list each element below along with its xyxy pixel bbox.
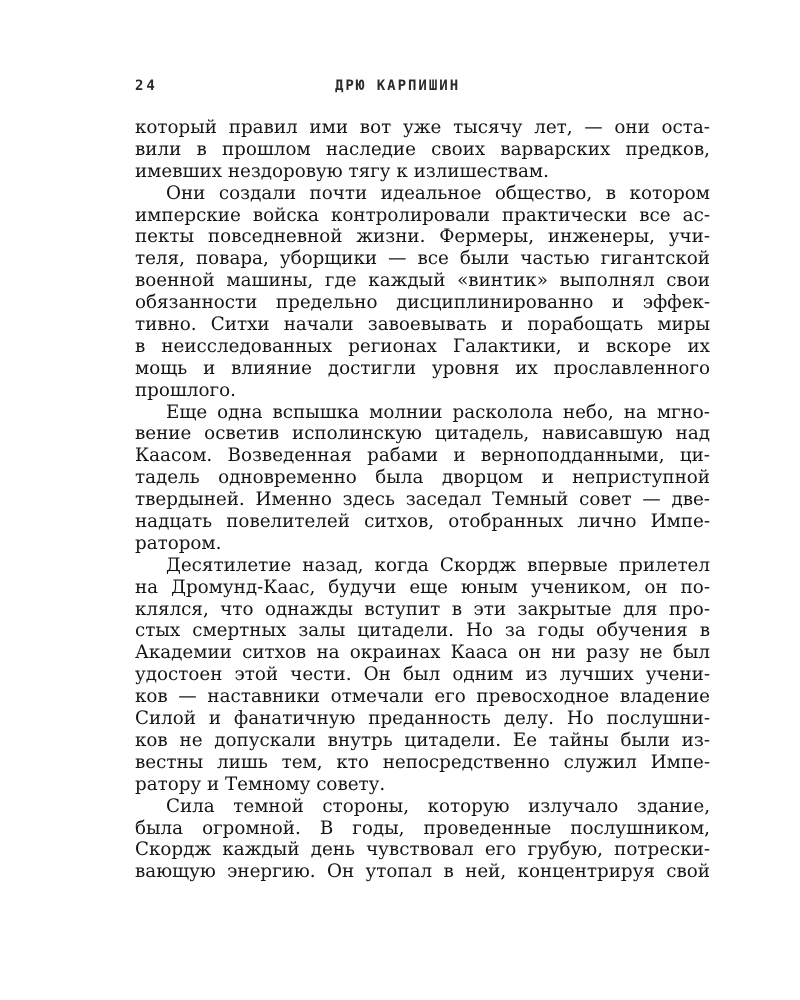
text-line: Еще одна вспышка молнии расколола небо, на мгно- [166, 401, 710, 423]
text-line: вение осветив исполинскую цитадель, нависавшую над [135, 423, 710, 445]
text-line: теля, повара, уборщики — все были частью гигантской [135, 248, 710, 270]
text-line: Они создали почти идеальное общество, в котором [166, 182, 710, 204]
text-line: Академии ситхов на окраинах Кааса он ни разу не был [135, 642, 710, 664]
text-line: прошлого. [135, 379, 236, 401]
running-head [135, 78, 710, 98]
text-line: на Дромунд-Каас, будучи еще юным учеником, он по- [135, 576, 710, 598]
body-text [135, 117, 710, 883]
text-line: ков не допускали внутрь цитадели. Ее тайны были из- [135, 729, 710, 751]
text-line: Десятилетие назад, когда Скордж впервые прилетел [166, 554, 710, 576]
text-line: имперские войска контролировали практически все ас- [135, 204, 710, 226]
text-line: была огромной. В годы, проведенные послушником, [135, 817, 710, 839]
text-line: надцать повелителей ситхов, отобранных лично Импе- [135, 511, 710, 533]
text-line: тадель одновременно была дворцом и неприступной [135, 467, 710, 489]
text-line: клялся, что однажды вступит в эти закрытые для про- [135, 598, 710, 620]
text-line: вестны лишь тем, кто непосредственно служил Импе- [135, 751, 710, 773]
text-line: Каасом. Возведенная рабами и верноподданными, ци- [135, 445, 710, 467]
text-line: стых смертных залы цитадели. Но за годы обучения в [135, 620, 710, 642]
page-number: 24 [135, 78, 158, 94]
running-title-author: ДРЮ КАРПИШИН [335, 78, 461, 94]
text-line: вили в прошлом наследие своих варварских предков, [135, 138, 710, 160]
text-line: ратору и Темному совету. [135, 773, 386, 795]
text-line: удостоен этой чести. Он был одним из лучших учени- [135, 664, 710, 686]
text-line: ков — наставники отмечали его превосходное владение [135, 686, 710, 708]
text-line: Скордж каждый день чувствовал его грубую, потрески- [135, 839, 710, 861]
text-line: имевших нездоровую тягу к излишествам. [135, 160, 549, 182]
text-line: пекты повседневной жизни. Фермеры, инженеры, учи- [135, 226, 710, 248]
text-line: обязанности предельно дисциплинированно и эффек- [135, 292, 710, 314]
text-line: тивно. Ситхи начали завоевывать и порабощать миры [135, 314, 710, 336]
text-line: вающую энергию. Он утопал в ней, концентрируя свой [135, 861, 710, 883]
text-line: Сила темной стороны, которую излучало здание, [166, 795, 710, 817]
text-line: ратором. [135, 532, 222, 554]
text-line: который правил ими вот уже тысячу лет, — они оста- [135, 117, 710, 138]
text-line: мощь и влияние достигли уровня их прославленного [135, 357, 710, 379]
text-line: твердыней. Именно здесь заседал Темный совет — две- [135, 489, 710, 511]
text-line: в неисследованных регионах Галактики, и вскоре их [135, 335, 710, 357]
text-line: Силой и фанатичную преданность делу. Но послушни- [135, 708, 710, 730]
text-line: военной машины, где каждый «винтик» выполнял свои [135, 270, 710, 292]
